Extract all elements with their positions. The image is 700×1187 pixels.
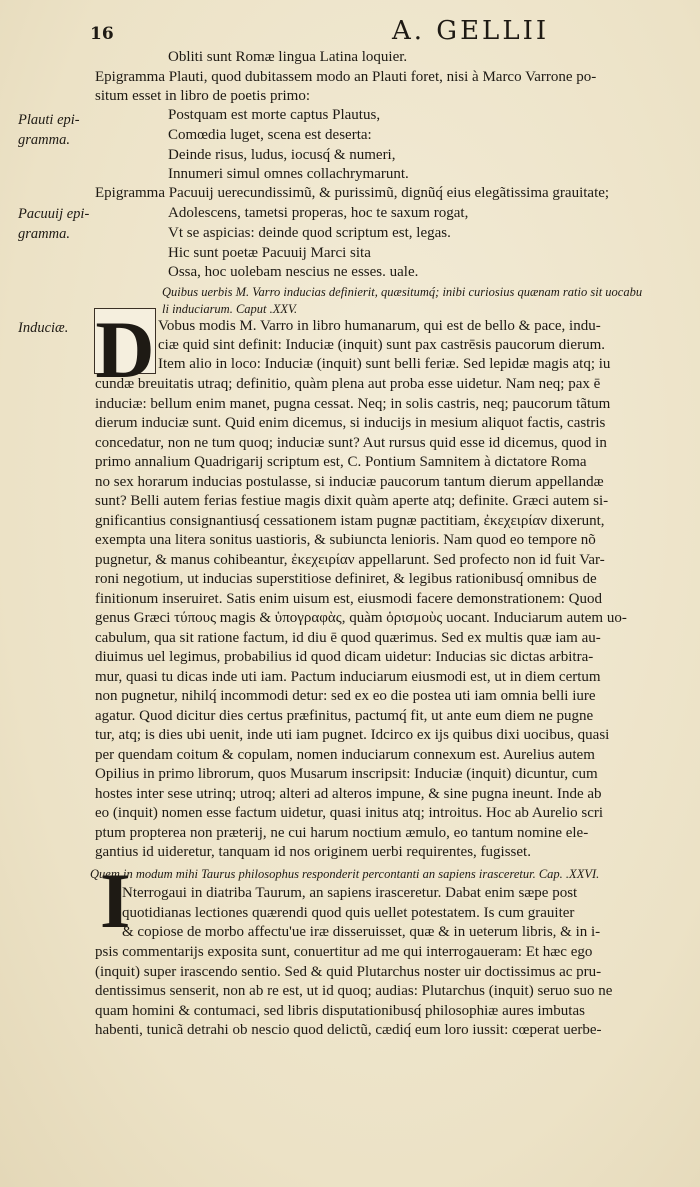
text-line: Item alio in loco: Induciæ (inquit) sunt belli feriæ. Sed lepidæ magis atq; iu (158, 356, 611, 372)
margin-note: gramma. (18, 132, 70, 148)
drop-cap-d: D (95, 304, 155, 395)
text-line: Epigramma Plauti, quod dubitassem modo an Plauti foret, nisi à Marco Varrone po- (95, 69, 597, 85)
text-line: diuimus uel legimus, probabilius id quod dicam uidetur: Inducias sic dictas arbitra- (95, 649, 594, 665)
text-line: ptum propterea non præterij, ne cui harum noctium æmulo, eo tantum nomine ele- (95, 824, 589, 841)
text-line: Vt se aspicias: deinde quod scriptum est, legas. (168, 225, 451, 241)
text-line: finitionum inseruiret. Satis enim uisum est, eiusmodi facere demonstrationem: Quod (95, 590, 602, 607)
text-line: gnificantius consignantiusq́ cessationem istam pugnæ pactitiam, ἐκεχειρίαν dixerunt, (95, 512, 605, 529)
text-line: genus Græci τύπους magis & ὑπογραφὰς, quàm ὁρισμοὺς uocant. Induciarum autem uo- (95, 610, 627, 626)
text-line: & copiose de morbo affectu'ue iræ disseruisset, quæ & in ueterum libris, & in i- (122, 924, 601, 940)
text-line: concedatur, non ne tum quoq; induciæ sunt? Aut rursus quid esse id dicemus, quod in (95, 434, 607, 451)
text-line: primo annalium Quadrigarij scriptum est, C. Pontium Samnitem à dictatore Roma (95, 454, 587, 470)
chapter-heading-line: Quibus uerbis M. Varro inducias definierit, quæsitumq́; inibi curiosius quænam ratio sit uocabu (162, 285, 643, 299)
text-line: dierum induciæ sunt. Quid enim dicemus, si inducijs in mesium aliquot factis, castris (95, 415, 606, 431)
text-line: eo (inquit) nomen esse factum uidetur, quasi initus atq; introitus. Hoc ab Aurelio scri (95, 805, 604, 821)
chapter-heading-line: li induciarum. Caput .XXV. (162, 302, 298, 316)
text-line: induciæ: bellum enim manet, pugna cessat. Neq; in solis castris, neq; paucorum tãtum (95, 395, 611, 412)
text-line: non pugnetur, nihilq́ incommodi detur: sed ex eo die postea uti iam omnia belli iure (95, 688, 596, 704)
running-title: A. GELLII (392, 16, 550, 46)
text-line: sunt? Belli autem ferias festiue magis dixit quàm aperte atq; definite. Græci autem si- (95, 493, 609, 509)
margin-note: Induciæ. (18, 320, 69, 336)
page-number: 16 (90, 24, 114, 44)
text-line: Adolescens, tametsi properas, hoc te saxum rogat, (168, 205, 469, 221)
text-line: Opilius in primo librorum, quos Musarum inscripsit: Induciæ (inquit) dicuntur, cum (95, 766, 598, 782)
text-line: situm esset in libro de poetis primo: (95, 88, 310, 104)
text-line: cundæ breuitatis utraq; definitio, quàm plena aut proba esse uidetur. Nam neq; pax ē (95, 376, 601, 392)
text-line: mur, quasi tu dicas inde uti iam. Pactum induciarum eiusmodi est, ut in diem certum (95, 668, 601, 685)
text-line: Deinde risus, ludus, iocusq́ & numeri, (168, 147, 396, 163)
text-line: habenti, tunicã detrahi ob nescio quod delictũ, cædiq́ eum loro iussit: cœperat uerbe- (95, 1022, 602, 1038)
text-line: Vobus modis M. Varro in libro humanarum, qui est de bello & pace, indu- (158, 318, 601, 334)
text-line: Ossa, hoc uolebam nescius ne esses. uale. (168, 264, 419, 280)
text-line: quotidianas lectiones quærendi quod quis uellet potestatem. Is cum grauiter (122, 904, 575, 921)
text-line: quam homini & contumaci, sed libris disputationibusq́ philosophiæ aures imbutas (95, 1002, 585, 1019)
chapter-heading-line: Quem in modum mihi Taurus philosophus responderit percontanti an sapiens irasceretur. Cap. .XXVI. (90, 867, 600, 881)
text-line: Postquam est morte captus Plautus, (168, 107, 381, 123)
text-line: ciæ quid sint definit: Induciæ (inquit) sunt pax castrēsis paucorum dierum. (158, 337, 606, 353)
margin-note: gramma. (18, 226, 70, 242)
text-line: Nterrogaui in diatriba Taurum, an sapiens irasceretur. Dabat enim sæpe post (122, 885, 578, 901)
text-line: (inquit) super irascendo sentio. Sed & quid Plutarchus noster uir doctissimus ac pru- (95, 963, 602, 980)
text-line: no sex horarum inducias postulasse, si induciæ paucorum tantum dierum appellandæ (95, 473, 604, 490)
text-line: psis commentarijs exposita sunt, conuertitur ad me qui interrogaueram: Et hæc ego (95, 944, 593, 960)
text-line: pugnetur, & manus cohibeantur, ἐκεχειρίαν appellarunt. Sed profecto non id fuit Var- (95, 551, 605, 568)
text-line: Epigramma Pacuuij uerecundissimũ, & purissimũ, dignũq́ eius elegãtissima grauitate; (95, 185, 610, 201)
drop-cap-i: I (100, 857, 131, 944)
text-line: exempta una litera sonitus uastioris, & subiuncta lenioris. Nam quod eo tempore nõ (95, 532, 596, 548)
text-line: per quendam coitum & copulam, nomen induciarum connexum est. Aurelius autem (95, 746, 595, 763)
text-line: tur, atq; is dies ubi uenit, inde uti iam pugnet. Idcirco ex ijs quibus dixi uocibus, quasi (95, 727, 610, 743)
text-line: Innumeri simul omnes collachrymarunt. (168, 166, 409, 182)
text-line: Comœdia luget, scena est deserta: (168, 127, 372, 143)
text-line: roni negotium, ut inducias superstitiose definiret, & legibus rationibusq́ omnibus de (95, 571, 597, 587)
text-line: dentissimus senserit, non ab re est, ut id quoq; audias: Plutarchus (inquit) seruo suo ne (95, 983, 613, 999)
text-line: hostes inter sese utrinq; utroq; alteri ad alteros impune, & sine pugna ineunt. Inde ab (95, 785, 602, 802)
text-line: agatur. Quod dicitur dies certus præfinitus, pactumq́ fit, ut ante eum diem ne pugne (95, 707, 594, 724)
text-line: Obliti sunt Romæ lingua Latina loquier. (168, 49, 408, 65)
margin-note: Plauti epi- (18, 112, 80, 128)
text-line: Hic sunt poetæ Pacuuij Marci sita (168, 245, 371, 261)
margin-note: Pacuuij epi- (18, 206, 90, 222)
text-line: gantius id uideretur, tanquam id nos originem uerbi requirentes, fugisset. (95, 844, 531, 860)
text-line: cabulum, qua sit ratione factum, id diu ē quod quærimus. Sed ex multis quæ iam au- (95, 629, 601, 646)
